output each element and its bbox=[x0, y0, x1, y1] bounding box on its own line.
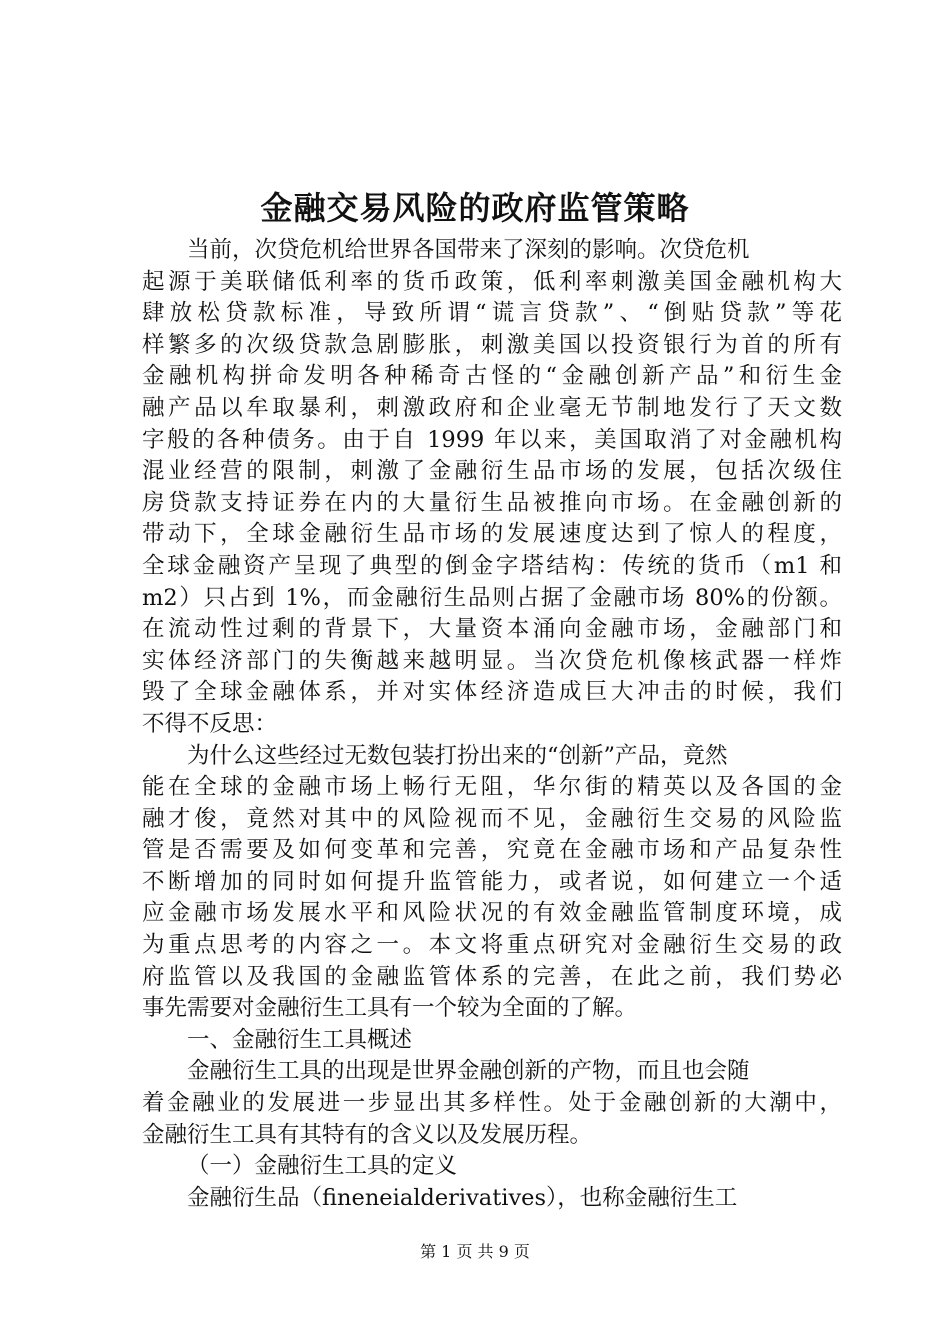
paragraph-line: 起源于美联储低利率的货币政策，低利率刺激美国金融机构大 bbox=[142, 268, 842, 295]
paragraph-line: 实体经济部门的失衡越来越明显。当次贷危机像核武器一样炸 bbox=[142, 647, 842, 674]
paragraph-line: 应金融市场发展水平和风险状况的有效金融监管制度环境，成 bbox=[142, 900, 842, 927]
paragraph-line: 混业经营的限制，刺激了金融衍生品市场的发展，包括次级住 bbox=[142, 458, 842, 485]
paragraph-line: 能在全球的金融市场上畅行无阻，华尔街的精英以及各国的金 bbox=[142, 774, 842, 801]
paragraph-line: 金融衍生品（fineneialderivatives），也称金融衍生工 bbox=[187, 1184, 738, 1211]
paragraph-line: 金融衍生工具有其特有的含义以及发展历程。 bbox=[142, 1121, 593, 1148]
paragraph-line: 在流动性过剩的背景下，大量资本涌向金融市场，金融部门和 bbox=[142, 616, 842, 643]
paragraph-line: 金融衍生工具的出现是世界金融创新的产物，而且也会随 bbox=[187, 1058, 750, 1085]
paragraph-line: 字般的各种债务。由于自 1999 年以来，美国取消了对金融机构 bbox=[142, 426, 842, 453]
section-heading: 一、金融衍生工具概述 bbox=[187, 1026, 413, 1053]
paragraph-line: 府监管以及我国的金融监管体系的完善，在此之前，我们势必 bbox=[142, 963, 842, 990]
paragraph-line: 管是否需要及如何变革和完善，究竟在金融市场和产品复杂性 bbox=[142, 837, 842, 864]
document-body bbox=[142, 235, 842, 1214]
paragraph-line: 融产品以牟取暴利，刺激政府和企业毫无节制地发行了天文数 bbox=[142, 394, 842, 421]
paragraph-line: 房贷款支持证券在内的大量衍生品被推向市场。在金融创新的 bbox=[142, 489, 842, 516]
paragraph-line: 毁了全球金融体系，并对实体经济造成巨大冲击的时候，我们 bbox=[142, 679, 842, 706]
paragraph-line: 全球金融资产呈现了典型的倒金字塔结构：传统的货币（m1 和 bbox=[142, 552, 842, 579]
paragraph-line: 事先需要对金融衍生工具有一个较为全面的了解。 bbox=[142, 995, 638, 1022]
paragraph-line: 着金融业的发展进一步显出其多样性。处于金融创新的大潮中， bbox=[142, 1090, 842, 1117]
document-title: 金融交易风险的政府监管策略 bbox=[260, 189, 690, 227]
paragraph-line: 金融机构拼命发明各种稀奇古怪的“金融创新产品”和衍生金 bbox=[142, 363, 842, 390]
paragraph-line: 当前，次贷危机给世界各国带来了深刻的影响。次贷危机 bbox=[187, 237, 750, 263]
paragraph-line: 为什么这些经过无数包装打扮出来的“创新”产品，竟然 bbox=[187, 742, 728, 769]
paragraph-line: 样繁多的次级贷款急剧膨胀，刺激美国以投资银行为首的所有 bbox=[142, 331, 842, 358]
paragraph-line: 带动下，全球金融衍生品市场的发展速度达到了惊人的程度， bbox=[142, 521, 842, 548]
page-number: 第 1 页 共 9 页 bbox=[420, 1242, 530, 1261]
paragraph-line: 融才俊，竟然对其中的风险视而不见，金融衍生交易的风险监 bbox=[142, 805, 842, 832]
subsection-heading: （一）金融衍生工具的定义 bbox=[187, 1153, 458, 1180]
paragraph-line: m2）只占到 1%，而金融衍生品则占据了金融市场 80%的份额。 bbox=[142, 584, 842, 611]
paragraph-line: 为重点思考的内容之一。本文将重点研究对金融衍生交易的政 bbox=[142, 932, 842, 959]
paragraph-line: 肆放松贷款标准，导致所谓“谎言贷款”、“倒贴贷款”等花 bbox=[142, 300, 842, 327]
paragraph-line: 不得不反思： bbox=[142, 710, 278, 737]
paragraph-line: 不断增加的同时如何提升监管能力，或者说，如何建立一个适 bbox=[142, 868, 842, 895]
